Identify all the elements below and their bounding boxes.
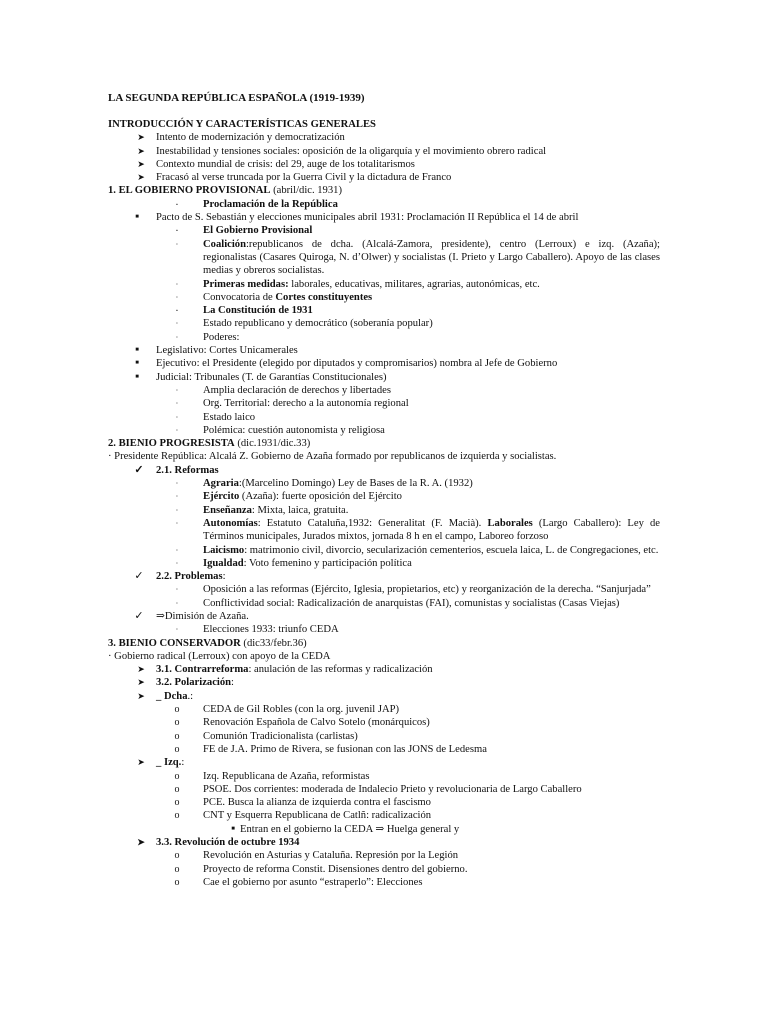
list-item: · Elecciones 1933: triunfo CEDA [108,623,660,636]
list-item: o Renovación Española de Calvo Sotelo (monárquicos) [108,716,660,729]
list-item: ➤ _ Izq.: [108,756,660,769]
list-item: o CNT y Esquerra Republicana de Catlñ: radicalización [108,809,660,822]
list-item: ■ Judicial: Tribunales (T. de Garantías Constitucionales) [108,371,660,384]
square-bullet-icon: ■ [231,825,235,832]
dot-bullet-icon: · [175,625,179,635]
square-bullet-icon: ■ [135,347,139,354]
list-item: · Conflictividad social: Radicalización de anarquistas (FAI), comunistas y socialistas (Casas Viejas) [108,597,660,610]
dot-bullet-icon: · [175,585,179,595]
arrow-bullet-icon: ➤ [137,145,145,156]
list-item: o Revolución en Asturias y Cataluña. Represión por la Legión [108,849,660,862]
document-title: LA SEGUNDA REPÚBLICA ESPAÑOLA (1919-1939) [108,92,365,104]
dot-bullet-icon: · [175,558,179,568]
dot-bullet-icon: · [175,505,179,515]
circle-bullet-icon: o [174,743,180,755]
list-item: ✓ ⇒Dimisión de Azaña. [108,610,660,623]
list-item: ■ Ejecutivo: el Presidente (elegido por diputados y compromisarios) nombra al Jefe de Gobierno [108,357,660,370]
subsection-heading: ➤ 3.2. Polarización: [108,676,660,689]
checkmark-icon: ✓ [134,463,144,476]
list-item: · Amplia declaración de derechos y libertades [108,384,660,397]
list-item: o Izq. Republicana de Azaña, reformistas [108,770,660,783]
section-2-heading: 2. BIENIO PROGRESISTA (dic.1931/dic.33) [108,438,311,450]
list-item: ➤ Fracasó al verse truncada por la Guerra Civil y la dictadura de Franco [108,171,660,184]
arrow-bullet-icon: ➤ [137,690,145,701]
circle-bullet-icon: o [174,730,180,742]
dot-bullet-icon: · [175,385,179,395]
paragraph: · Presidente República: Alcalá Z. Gobierno de Azaña formado por republicanos de izquierda y socialistas. [108,451,557,463]
list-item: o PCE. Busca la alianza de izquierda contra el fascismo [108,796,660,809]
arrow-bullet-icon: ➤ [137,158,145,169]
list-item: · Agraria:(Marcelino Domingo) Ley de Bases de la R. A. (1932) [108,477,660,490]
list-item: · Convocatoria de Cortes constituyentes [108,291,660,304]
list-item: ■ Entran en el gobierno la CEDA ⇒ Huelga general y [108,823,660,836]
list-item: · Estado laico [108,411,660,424]
circle-bullet-icon: o [174,810,180,822]
dot-bullet-icon: · [175,226,179,236]
list-item: ➤ Contexto mundial de crisis: del 29, auge de los totalitarismos [108,158,660,171]
dot-bullet-icon: · [175,545,179,555]
list-item: · Estado republicano y democrático (soberanía popular) [108,317,660,330]
list-item: o CEDA de Gil Robles (con la org. juvenil JAP) [108,703,660,716]
dot-bullet-icon: · [175,239,179,249]
circle-bullet-icon: o [174,797,180,809]
arrow-bullet-icon: ➤ [137,172,145,183]
subsection-heading: ✓ 2.1. Reformas [108,464,660,477]
list-item: · Oposición a las reformas (Ejército, Iglesia, propietarios, etc) y reorganización de la derecha. “Sanjurjada” [108,583,660,596]
dot-bullet-icon: · [175,199,179,209]
list-item: · Proclamación de la República [108,198,660,211]
list-item: o PSOE. Dos corrientes: moderada de Indalecio Prieto y revolucionaria de Largo Caballero [108,783,660,796]
dot-bullet-icon: · [175,399,179,409]
list-item: ■ Legislativo: Cortes Unicamerales [108,344,660,357]
arrow-bullet-icon: ➤ [137,664,145,675]
list-item: o FE de J.A. Primo de Rivera, se fusionan con las JONS de Ledesma [108,743,660,756]
square-bullet-icon: ■ [135,214,139,221]
circle-bullet-icon: o [174,863,180,875]
list-item: · Ejército (Azaña): fuerte oposición del Ejército [108,490,660,503]
list-item: o Comunión Tradicionalista (carlistas) [108,730,660,743]
checkmark-icon: ✓ [134,570,144,583]
list-item: ■ Pacto de S. Sebastián y elecciones municipales abril 1931: Proclamación II República el 14 de abril [108,211,660,224]
list-item: · Org. Territorial: derecho a la autonomía regional [108,397,660,410]
list-item: · Igualdad: Voto femenino y participación política [108,557,660,570]
dot-bullet-icon: · [175,279,179,289]
square-bullet-icon: ■ [135,360,139,367]
paragraph: · Gobierno radical (Lerroux) con apoyo de la CEDA [108,650,331,662]
list-item: ➤ _ Dcha.: [108,690,660,703]
subsection-heading: ✓ 2.2. Problemas: [108,570,660,583]
list-item: ➤ Intento de modernización y democratización [108,131,660,144]
circle-bullet-icon: o [174,783,180,795]
circle-bullet-icon: o [174,770,180,782]
document-body [108,118,660,889]
list-item: · Primeras medidas: laborales, educativas, militares, agrarias, autonómicas, etc. [108,278,660,291]
dot-bullet-icon: · [175,412,179,422]
dot-bullet-icon: · [175,332,179,342]
intro-heading: INTRODUCCIÓN Y CARACTERÍSTICAS GENERALES [108,119,376,130]
arrow-bullet-icon: ➤ [137,677,145,688]
list-item: · Laicismo: matrimonio civil, divorcio, secularización cementerios, escuela laica, L. de Congregaciones, etc. [108,544,660,557]
arrow-bullet-icon: ➤ [137,837,145,848]
section-3-heading: 3. BIENIO CONSERVADOR (dic33/febr.36) [108,637,307,649]
subsection-heading: ➤ 3.3. Revolución de octubre 1934 [108,836,660,849]
list-item: · La Constitución de 1931 [108,304,660,317]
dot-bullet-icon: · [175,598,179,608]
dot-bullet-icon: · [175,306,179,316]
list-item: · Polémica: cuestión autonomista y religiosa [108,424,660,437]
arrow-bullet-icon: ➤ [137,757,145,768]
list-item: ➤ Inestabilidad y tensiones sociales: oposición de la oligarquía y el movimiento obrero radical [108,145,660,158]
circle-bullet-icon: o [174,717,180,729]
circle-bullet-icon: o [174,876,180,888]
list-item: o Cae el gobierno por asunto “estraperlo”: Elecciones [108,876,660,889]
list-item: · Coalición:republicanos de dcha. (Alcalá-Zamora, presidente), centro (Lerroux) e izq. (Azaña); regionalistas (Casares Quiroga, N. d’Olwer) y socialistas (I. Prieto y Largo Caballero). Apoyo de las clases medias y obreros socialistas. [108,238,660,278]
list-item: · El Gobierno Provisional [108,224,660,237]
checkmark-icon: ✓ [134,609,144,622]
circle-bullet-icon: o [174,704,180,716]
dot-bullet-icon: · [175,492,179,502]
dot-bullet-icon: · [175,518,179,528]
section-1-heading: 1. EL GOBIERNO PROVISIONAL (abril/dic. 1931) [108,185,342,197]
dot-bullet-icon: · [175,319,179,329]
circle-bullet-icon: o [174,850,180,862]
list-item: · Enseñanza: Mixta, laica, gratuita. [108,504,660,517]
dot-bullet-icon: · [175,425,179,435]
arrow-bullet-icon: ➤ [137,132,145,143]
list-item: · Poderes: [108,331,660,344]
list-item: o Proyecto de reforma Constit. Disensiones dentro del gobierno. [108,863,660,876]
dot-bullet-icon: · [175,292,179,302]
square-bullet-icon: ■ [135,373,139,380]
subsection-heading: ➤ 3.1. Contrarreforma: anulación de las reformas y radicalización [108,663,660,676]
dot-bullet-icon: · [175,479,179,489]
list-item: · Autonomías: Estatuto Cataluña,1932: Generalitat (F. Macià). Laborales (Largo Caballero): Ley de Términos municipales, Jurados mixtos, jornada 8 h en el campo, Laboreo forzoso [108,517,660,544]
